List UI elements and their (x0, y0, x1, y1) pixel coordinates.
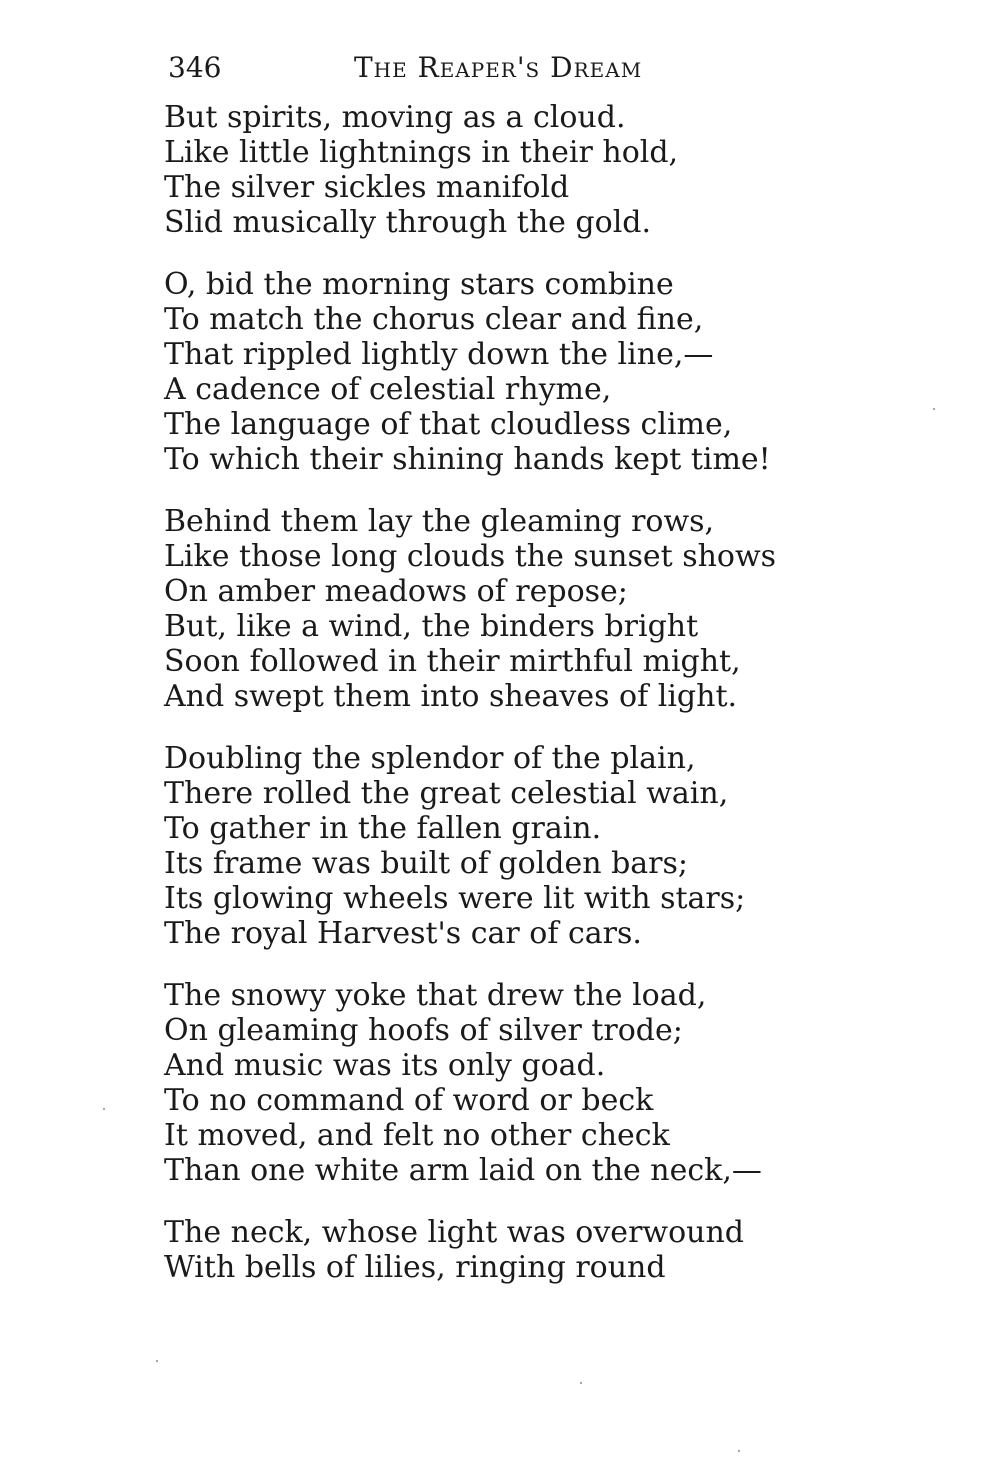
scan-speck (156, 1360, 158, 1362)
poem-line: Behind them lay the gleaming rows, (164, 504, 715, 539)
poem-line: A cadence of celestial rhyme, (164, 372, 612, 407)
poem-line: Like those long clouds the sunset shows (164, 539, 777, 574)
scan-speck (738, 1450, 740, 1452)
poem-line: But, like a wind, the binders bright (164, 609, 699, 644)
poem-line: On gleaming hoofs of silver trode; (164, 1013, 683, 1048)
scan-speck (580, 1382, 582, 1384)
page-header (168, 48, 688, 88)
poem-line: The neck, whose light was overwound (164, 1215, 744, 1250)
stanza (164, 741, 804, 951)
poem-line: To which their shining hands kept time! (164, 442, 771, 477)
stanza (164, 100, 804, 240)
poem-line: The snowy yoke that drew the load, (164, 978, 707, 1013)
stanza (164, 978, 804, 1188)
poem-line: On amber meadows of repose; (164, 574, 628, 609)
poem-line: There rolled the great celestial wain, (164, 776, 729, 811)
scan-speck (103, 1108, 105, 1110)
poem-line: With bells of lilies, ringing round (164, 1250, 666, 1285)
poem-line: Doubling the splendor of the plain, (164, 741, 696, 776)
stanza (164, 267, 804, 477)
poem-line: Soon followed in their mirthful might, (164, 644, 741, 679)
poem-line: To match the chorus clear and fine, (164, 302, 704, 337)
poem-line: The royal Harvest's car of cars. (164, 916, 642, 951)
poem-line: To gather in the fallen grain. (164, 811, 602, 846)
poem-line: Slid musically through the gold. (164, 205, 652, 240)
poem-line: It moved, and felt no other check (164, 1118, 670, 1153)
poem-line: Like little lightnings in their hold, (164, 135, 679, 170)
poem-line: And swept them into sheaves of light. (164, 679, 738, 714)
page-number: 346 (168, 51, 222, 84)
poem-line: The language of that cloudless clime, (164, 407, 733, 442)
poem-line: Its frame was built of golden bars; (164, 846, 689, 881)
running-title: The Reaper's Dream (354, 51, 643, 84)
poem-line: Its glowing wheels were lit with stars; (164, 881, 746, 916)
poem-line: The silver sickles manifold (164, 170, 570, 205)
poem-line: Than one white arm laid on the neck,— (164, 1153, 762, 1188)
stanza (164, 504, 804, 714)
poem-body (164, 100, 804, 1312)
stanza (164, 1215, 804, 1285)
poem-line: To no command of word or beck (164, 1083, 654, 1118)
poem-line: And music was its only goad. (164, 1048, 606, 1083)
poem-line: But spirits, moving as a cloud. (164, 100, 626, 135)
poem-line: That rippled lightly down the line,— (164, 337, 714, 372)
poem-line: O, bid the morning stars combine (164, 267, 674, 302)
scan-speck (933, 408, 935, 410)
